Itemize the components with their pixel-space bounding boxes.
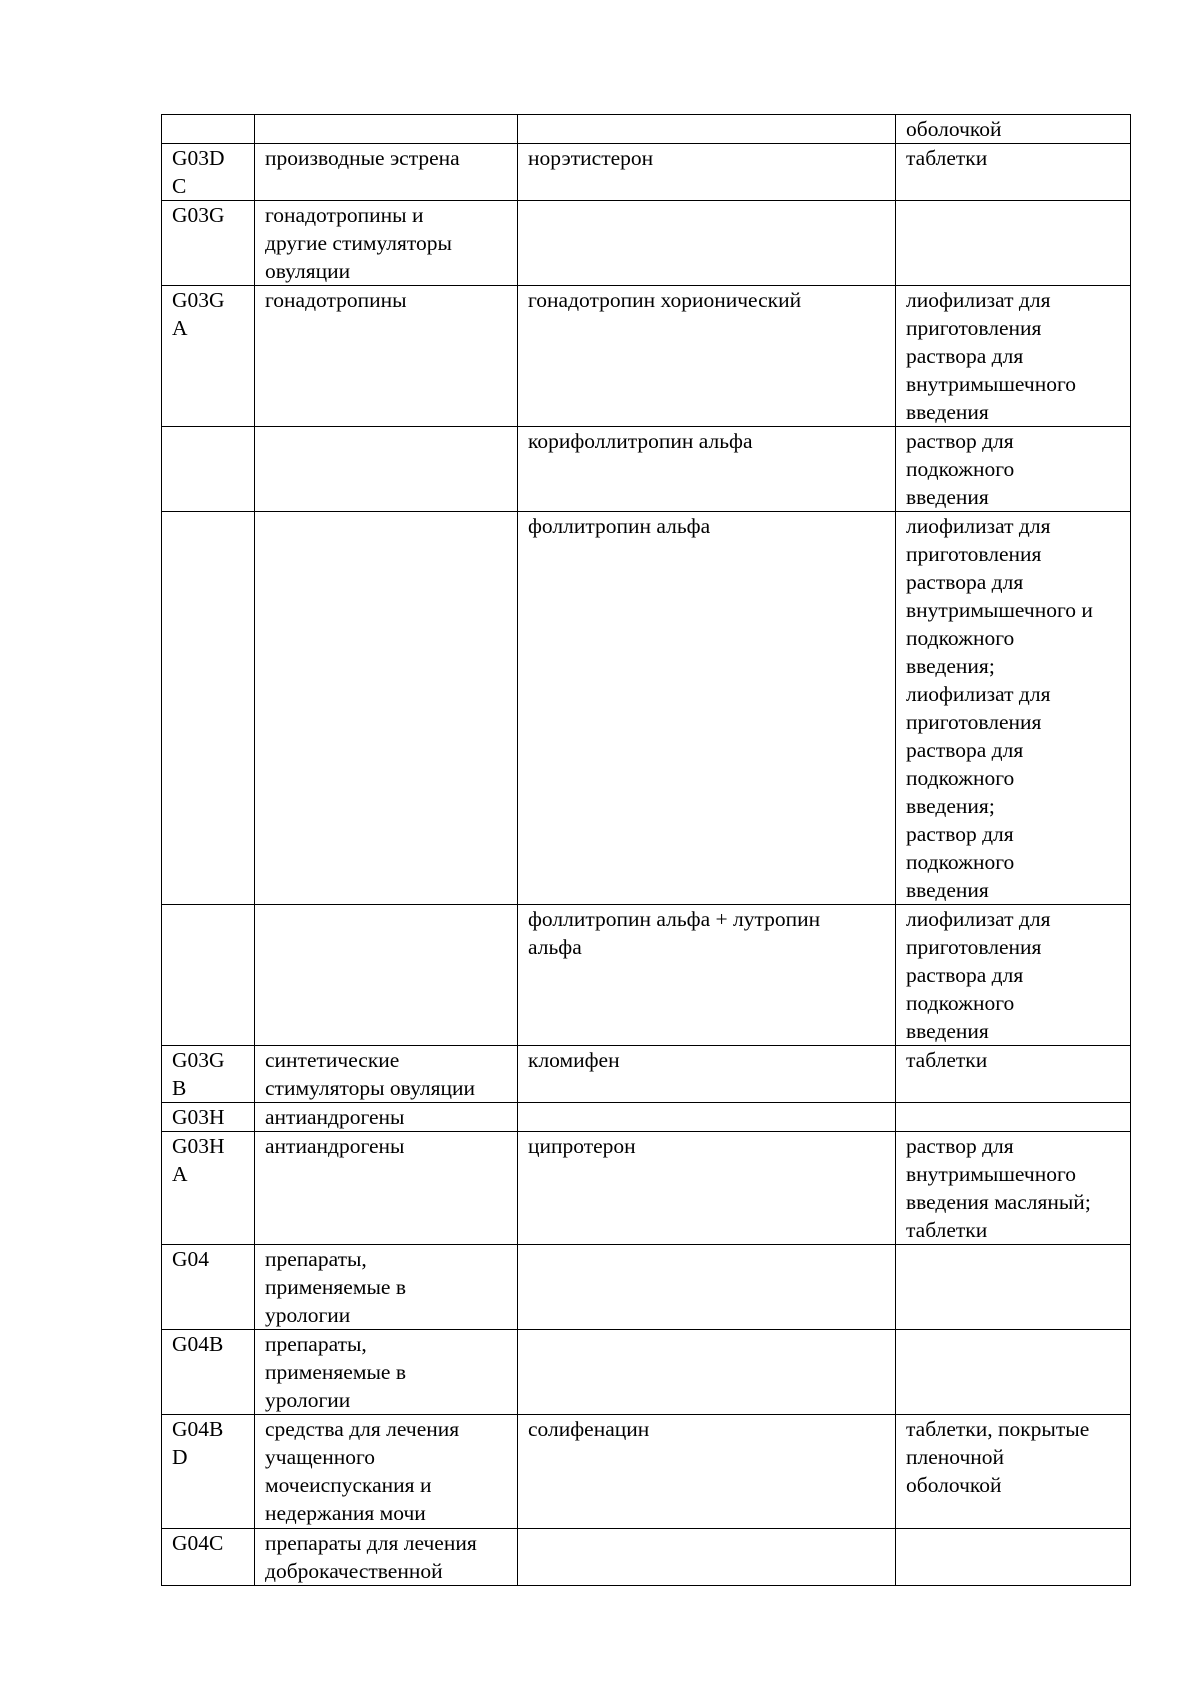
atc-code-cell [162, 905, 255, 1046]
dosage-form-cell [896, 201, 1131, 286]
atc-code-cell: G03G A [162, 286, 255, 427]
table-row [162, 1046, 1131, 1103]
pharmacological-group-cell: гонадотропины и другие стимуляторы овуляции [255, 201, 518, 286]
dosage-form-cell [896, 1330, 1131, 1415]
table-row [162, 1245, 1131, 1330]
dosage-form-cell: лиофилизат для приготовления раствора для внутримышечного введения [896, 286, 1131, 427]
atc-code-cell: G04B [162, 1330, 255, 1415]
dosage-form-cell: оболочкой [896, 115, 1131, 144]
atc-code-cell [162, 115, 255, 144]
dosage-form-cell: лиофилизат для приготовления раствора для подкожного введения [896, 905, 1131, 1046]
pharmacological-group-cell: препараты, применяемые в урологии [255, 1245, 518, 1330]
table-row [162, 427, 1131, 512]
dosage-form-cell: таблетки [896, 144, 1131, 201]
table-row [162, 1330, 1131, 1415]
pharmacological-group-cell [255, 115, 518, 144]
drug-classification-table [161, 114, 1131, 1586]
drug-name-cell: норэтистерон [518, 144, 896, 201]
pharmacological-group-cell [255, 512, 518, 905]
pharmacological-group-cell: синтетические стимуляторы овуляции [255, 1046, 518, 1103]
pharmacological-group-cell: производные эстрена [255, 144, 518, 201]
pharmacological-group-cell [255, 905, 518, 1046]
drug-name-cell [518, 115, 896, 144]
atc-code-cell: G04C [162, 1529, 255, 1586]
drug-name-cell: гонадотропин хорионический [518, 286, 896, 427]
atc-code-cell: G03G B [162, 1046, 255, 1103]
dosage-form-cell: раствор для подкожного введения [896, 427, 1131, 512]
table-row [162, 905, 1131, 1046]
pharmacological-group-cell [255, 427, 518, 512]
pharmacological-group-cell: антиандрогены [255, 1132, 518, 1245]
atc-code-cell: G03G [162, 201, 255, 286]
table-row [162, 1415, 1131, 1529]
drug-name-cell: корифоллитропин альфа [518, 427, 896, 512]
dosage-form-cell: таблетки, покрытые пленочной оболочкой [896, 1415, 1131, 1529]
drug-name-cell [518, 1330, 896, 1415]
dosage-form-cell: раствор для внутримышечного введения масляный; таблетки [896, 1132, 1131, 1245]
table-row [162, 1103, 1131, 1132]
drug-name-cell: ципротерон [518, 1132, 896, 1245]
drug-name-cell: солифенацин [518, 1415, 896, 1529]
dosage-form-cell [896, 1103, 1131, 1132]
table-row [162, 512, 1131, 905]
pharmacological-group-cell: антиандрогены [255, 1103, 518, 1132]
atc-code-cell: G03D C [162, 144, 255, 201]
table-row [162, 1529, 1131, 1586]
drug-name-cell: кломифен [518, 1046, 896, 1103]
atc-code-cell: G03H [162, 1103, 255, 1132]
dosage-form-cell [896, 1529, 1131, 1586]
drug-name-cell [518, 1245, 896, 1330]
atc-code-cell: G04 [162, 1245, 255, 1330]
pharmacological-group-cell: препараты, применяемые в урологии [255, 1330, 518, 1415]
pharmacological-group-cell: препараты для лечения доброкачественной [255, 1529, 518, 1586]
drug-name-cell: фоллитропин альфа [518, 512, 896, 905]
table-row [162, 1132, 1131, 1245]
atc-code-cell [162, 512, 255, 905]
atc-code-cell: G03H A [162, 1132, 255, 1245]
dosage-form-cell: лиофилизат для приготовления раствора для внутримышечного и подкожного введения; лиофилизат для приготовления раствора для подкожного введения; раствор для подкожного введения [896, 512, 1131, 905]
dosage-form-cell [896, 1245, 1131, 1330]
table-row [162, 286, 1131, 427]
pharmacological-group-cell: гонадотропины [255, 286, 518, 427]
drug-name-cell [518, 1103, 896, 1132]
atc-code-cell [162, 427, 255, 512]
atc-code-cell: G04B D [162, 1415, 255, 1529]
table-row [162, 201, 1131, 286]
drug-name-cell [518, 1529, 896, 1586]
drug-name-cell: фоллитропин альфа + лутропин альфа [518, 905, 896, 1046]
dosage-form-cell: таблетки [896, 1046, 1131, 1103]
drug-name-cell [518, 201, 896, 286]
pharmacological-group-cell: средства для лечения учащенного мочеиспускания и недержания мочи [255, 1415, 518, 1529]
table-row [162, 115, 1131, 144]
table-row [162, 144, 1131, 201]
